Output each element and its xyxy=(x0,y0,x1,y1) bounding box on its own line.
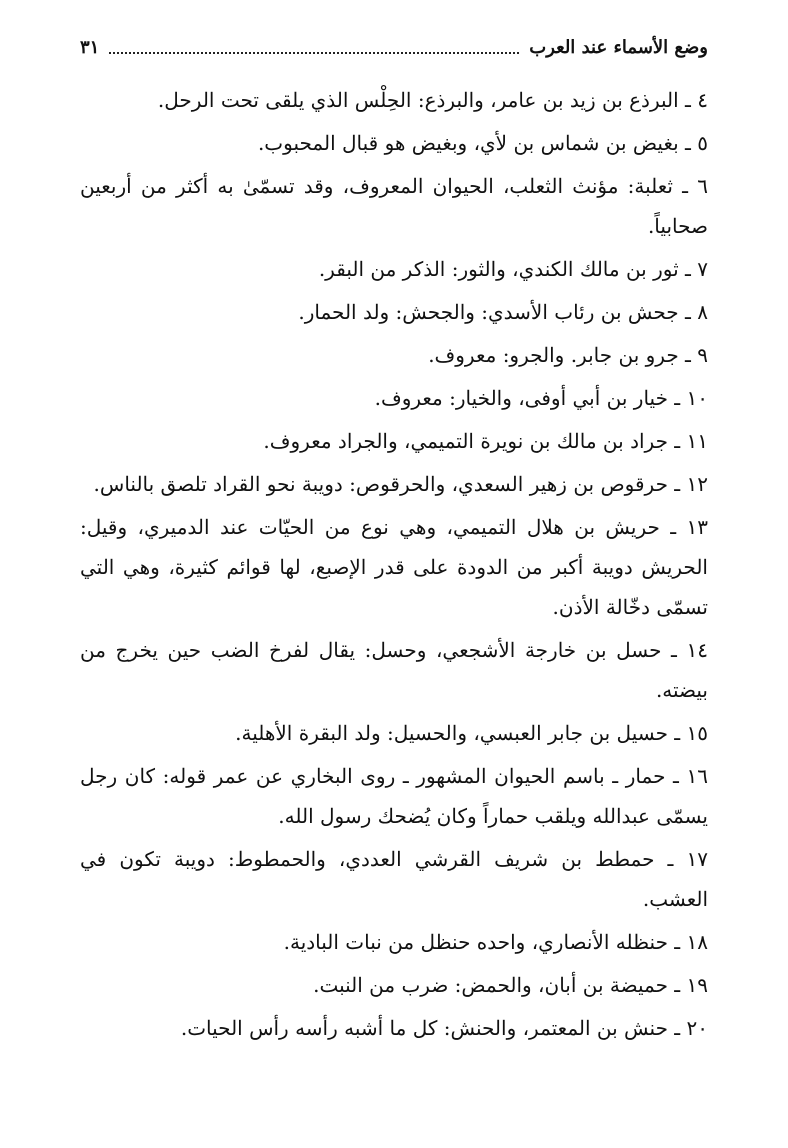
entry-18: ١٨ ـ حنظله الأنصاري، واحده حنظل من نبات البادية. xyxy=(283,930,708,954)
entry-9: ٩ ـ جرو بن جابر. والجرو: معروف. xyxy=(428,343,708,367)
entry-14: ١٤ ـ حسل بن خارجة الأشجعي، وحسل: يقال لفرخ الضب حين يخرج من بيضته. xyxy=(80,638,708,702)
entry-17: ١٧ ـ حمطط بن شريف القرشي العددي، والحمطوط: دويبة تكون في العشب. xyxy=(80,847,708,911)
entry-19: ١٩ ـ حميضة بن أبان، والحمض: ضرب من النبت. xyxy=(313,973,708,997)
entry-list xyxy=(80,80,708,1051)
running-header xyxy=(80,32,708,62)
entry-8: ٨ ـ جحش بن رئاب الأسدي: والجحش: ولد الحمار. xyxy=(298,300,708,324)
chapter-title: وضع الأسماء عند العرب xyxy=(529,36,708,58)
entry-13: ١٣ ـ حريش بن هلال التميمي، وهي نوع من الحيّات عند الدميري، وقيل: الحريش دويبة أكبر من الدودة على قدر الإصبع، لها قوائم كثيرة، وهي التي تسمّى دخّالة الأذن. xyxy=(80,515,708,619)
entry-12: ١٢ ـ حرقوص بن زهير السعدي، والحرقوص: دويبة نحو القراد تلصق بالناس. xyxy=(93,472,708,496)
entry-5: ٥ ـ بغيض بن شماس بن لأي، وبغيض هو قبال المحبوب. xyxy=(257,131,708,155)
entry-16: ١٦ ـ حمار ـ باسم الحيوان المشهور ـ روى البخاري عن عمر قوله: كان رجل يسمّى عبدالله ويلقب حماراً وكان يُضحك رسول الله. xyxy=(80,764,708,828)
entry-7: ٧ ـ ثور بن مالك الكندي، والثور: الذكر من البقر. xyxy=(318,257,708,281)
page-number: ٣١ xyxy=(80,36,100,58)
entry-11: ١١ ـ جراد بن مالك بن نويرة التميمي، والجراد معروف. xyxy=(263,429,708,453)
entry-20: ٢٠ ـ حنش بن المعتمر، والحنش: كل ما أشبه رأسه رأس الحيات. xyxy=(180,1016,708,1040)
dotted-leader xyxy=(109,52,519,54)
entry-6: ٦ ـ ثعلبة: مؤنث الثعلب، الحيوان المعروف، وقد تسمّىٰ به أكثر من أربعين صحابياً. xyxy=(80,174,708,238)
entry-10: ١٠ ـ خيار بن أبي أوفى، والخيار: معروف. xyxy=(374,386,708,410)
entry-4: ٤ ـ البرذع بن زيد بن عامر، والبرذع: الحِلْس الذي يلقى تحت الرحل. xyxy=(157,88,708,112)
entry-15: ١٥ ـ حسيل بن جابر العبسي، والحسيل: ولد البقرة الأهلية. xyxy=(235,721,708,745)
